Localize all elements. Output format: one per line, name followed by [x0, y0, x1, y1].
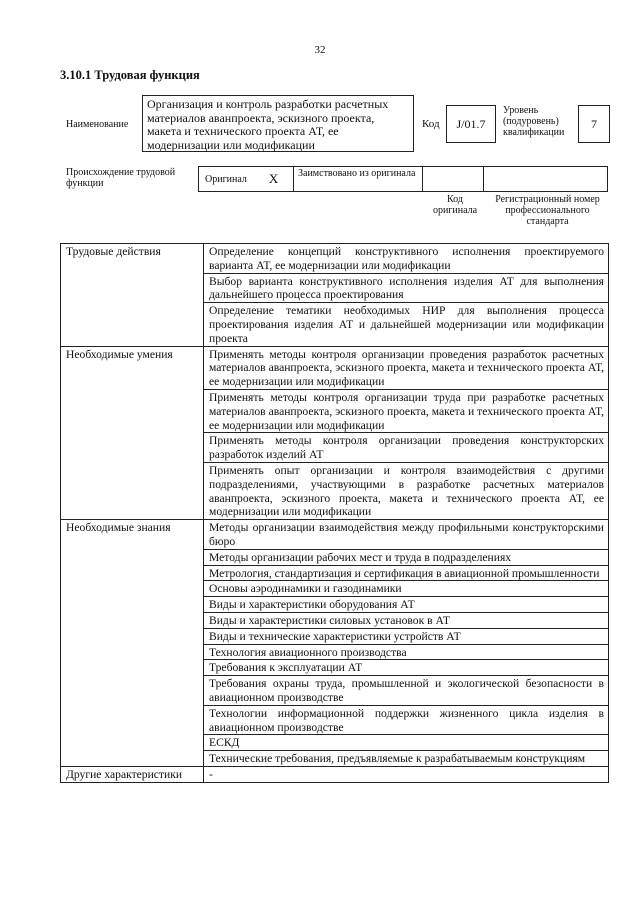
- qualification-level: 7: [578, 105, 610, 143]
- row-item: Методы организации рабочих мест и труда в подразделениях: [204, 549, 609, 565]
- function-name: Организация и контроль разработки расчетных материалов аванпроекта, эскизного проекта, макета и технического проекта АТ, ее модернизации или модификации: [142, 95, 414, 152]
- row-category: Необходимые умения: [61, 346, 204, 520]
- table-row: [61, 244, 609, 274]
- row-item: Применять методы контроля организации проведения разработок расчетных материалов аванпроекта, эскизного проекта, макета и технического проекта АТ, ее модернизации или модификации: [204, 346, 609, 389]
- row-category: Другие характеристики: [61, 766, 204, 782]
- origin-code-caption: Код оригинала: [432, 194, 478, 216]
- row-item: Метрология, стандартизация и сертификация в авиационной промышленности: [204, 565, 609, 581]
- row-item: Применять методы контроля организации труда при разработке расчетных материалов аванпроекта, эскизного проекта, макета и технического проекта АТ, ее модернизации или модификации: [204, 389, 609, 432]
- row-item: Определение концепций конструктивного исполнения проектируемого варианта АТ, ее модернизации или модификации: [204, 244, 609, 274]
- origin-original-mark: X: [268, 171, 279, 186]
- row-item: Требования охраны труда, промышленной и экологической безопасности в авиационном производстве: [204, 676, 609, 706]
- origin-code-cell: [422, 166, 484, 192]
- row-item: Основы аэродинамики и газодинамики: [204, 581, 609, 597]
- name-label: Наименование: [66, 119, 129, 130]
- origin-reg-cell: [483, 166, 608, 192]
- code-label: Код: [422, 118, 440, 130]
- level-label: Уровень (подуровень) квалификации: [503, 105, 565, 138]
- row-item: Методы организации взаимодействия между профильными конструкторскими бюро: [204, 520, 609, 550]
- table-row: [61, 766, 609, 782]
- row-item: ЕСКД: [204, 735, 609, 751]
- page-number: 32: [314, 44, 326, 56]
- row-item: Виды и технические характеристики устройств АТ: [204, 628, 609, 644]
- origin-original-cell: [198, 166, 294, 192]
- row-item: Применять методы контроля организации проведения конструкторских разработок изделий АТ: [204, 433, 609, 463]
- origin-borrowed-cell: Заимствовано из оригинала: [293, 166, 423, 192]
- origin-original-label: Оригинал: [205, 173, 247, 185]
- row-item: Технические требования, предъявляемые к разрабатываемым конструкциям: [204, 751, 609, 767]
- origin-row: [198, 166, 608, 192]
- table-row: [61, 520, 609, 550]
- row-item: Применять опыт организации и контроля взаимодействия с другими подразделениями, участвующими в разработке расчетных материалов аванпроекта, эскизного проекта, макета и технического проекта АТ, ее модернизации или модификации: [204, 462, 609, 519]
- row-item: Технологии информационной поддержки жизненного цикла изделия в авиационном производстве: [204, 705, 609, 735]
- row-category: Трудовые действия: [61, 244, 204, 347]
- row-category: Необходимые знания: [61, 520, 204, 767]
- function-code: J/01.7: [446, 105, 496, 143]
- row-item: Виды и характеристики силовых установок в АТ: [204, 612, 609, 628]
- row-item: Технология авиационного производства: [204, 644, 609, 660]
- row-item: Требования к эксплуатации АТ: [204, 660, 609, 676]
- row-item: Выбор варианта конструктивного исполнения изделия АТ для выполнения дальнейшего процесса проектирования: [204, 273, 609, 303]
- origin-reg-caption: Регистрационный номер профессионального стандарта: [495, 194, 600, 227]
- row-item: -: [204, 766, 609, 782]
- competency-table: [60, 243, 609, 783]
- origin-label: Происхождение трудовой функции: [66, 167, 176, 189]
- table-row: [61, 346, 609, 389]
- row-item: Виды и характеристики оборудования АТ: [204, 597, 609, 613]
- row-item: Определение тематики необходимых НИР для выполнения процесса проектирования изделия АТ и дальнейшей модернизации или модификации проекта: [204, 303, 609, 346]
- section-title: 3.10.1 Трудовая функция: [60, 68, 200, 82]
